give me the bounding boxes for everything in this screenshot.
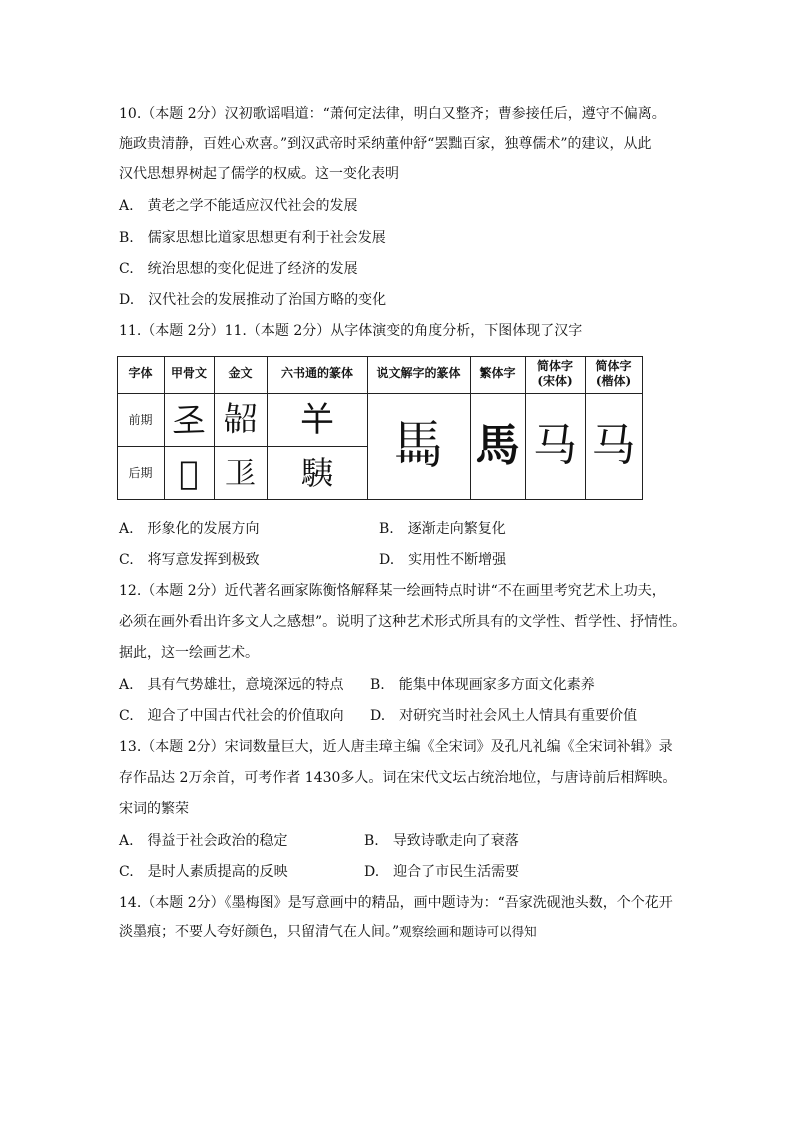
shuowen-glyph: 𩡧 <box>392 416 445 476</box>
q12-stem-line-2: 必须在画外看出许多文人之感想”。说明了这种艺术形式所具有的文学性、哲学性、抒情性。 <box>119 614 687 630</box>
header-simplified-kai: 简体字 (楷体) <box>595 359 632 388</box>
q10-option-d: D. 汉代社会的发展推动了治国方略的变化 <box>119 292 387 308</box>
q11-option-a: A. 形象化的发展方向 <box>119 521 260 537</box>
q11-option-b: B. 逐渐走向繁复化 <box>379 521 506 537</box>
q12-option-b: B. 能集中体现画家多方面文化素养 <box>370 677 595 693</box>
liushutong-glyph-late: 䮊 <box>300 454 333 492</box>
q14-stem-line-2a: 淡墨痕；不要人夸好颜色，只留清气在人间。” <box>119 924 400 940</box>
simplified-kai-glyph: 马 <box>591 420 636 471</box>
simplified-song-glyph: 马 <box>533 420 577 471</box>
liushutong-glyph-early: 𢆉 <box>300 400 334 440</box>
q13-stem-line-2: 存作品达 2万余首，可考作者 1430多人。词在宋代文坛占统治地位，与唐诗前后相辉映。 <box>119 770 677 786</box>
q11-option-c: C. 将写意发挥到极致 <box>119 552 260 568</box>
q12-option-d: D. 对研究当时社会风土人情具有重要价值 <box>370 708 638 724</box>
q10-stem-line-3: 汉代思想界树起了儒学的权威。这一变化表明 <box>119 166 399 182</box>
q10-option-c: C. 统治思想的变化促进了经济的发展 <box>119 261 358 277</box>
header-liushutong-seal: 六书通的篆体 <box>280 366 353 380</box>
q12-option-c: C. 迎合了中国古代社会的价值取向 <box>119 708 344 724</box>
q14-stem-line-2b: 观察绘画和题诗可以得知 <box>399 924 537 939</box>
q12-stem-line-1: 12.（本题 2分）近代著名画家陈衡恪解释某一绘画特点时讲“不在画里考究艺术上功夫， <box>119 583 666 599</box>
row-label-early: 前期 <box>128 413 153 427</box>
q10-stem-line-2: 施政贵清静，百姓心欢喜。”到汉武帝时采纳董仲舒“罢黜百家，独尊儒术”的建议，从此 <box>119 136 652 152</box>
header-shuowen-seal: 说文解字的篆体 <box>376 366 461 380</box>
bronze-glyph-early: 𢑦 <box>223 400 258 440</box>
oracle-bone-glyph-late: 𢍉 <box>179 454 199 492</box>
traditional-glyph: 馬 <box>475 420 520 471</box>
q10-option-b: B. 儒家思想比道家思想更有利于社会发展 <box>119 230 386 246</box>
header-font: 字体 <box>128 366 153 380</box>
header-oracle-bone: 甲骨文 <box>170 366 207 380</box>
q13-option-a: A. 得益于社会政治的稳定 <box>119 833 288 849</box>
q13-option-c: C. 是时人素质提高的反映 <box>119 864 288 880</box>
q13-stem-line-1: 13.（本题 2分）宋词数量巨大，近人唐圭璋主编《全宋词》及孔凡礼编《全宋词补辑》录 <box>119 739 673 755</box>
character-evolution-table <box>117 356 643 500</box>
oracle-bone-glyph-early: 𢀖 <box>172 400 206 440</box>
q11-option-d: D. 实用性不断增强 <box>379 552 507 568</box>
q13-stem-line-3: 宋词的繁荣 <box>119 801 189 817</box>
q10-option-a: A. 黄老之学不能适应汉代社会的发展 <box>119 198 358 214</box>
q12-stem-line-3: 据此，这一绘画艺术。 <box>119 645 259 661</box>
bronze-glyph-late: 𢒄 <box>224 454 257 492</box>
q12-option-a: A. 具有气势雄壮，意境深远的特点 <box>119 677 344 693</box>
row-label-late: 后期 <box>128 466 153 480</box>
q14-stem-line-1: 14.（本题 2分）《墨梅图》是写意画中的精品，画中题诗为：“吾家洗砚池头数，个个花开 <box>119 895 673 911</box>
q13-option-d: D. 迎合了市民生活需要 <box>364 864 520 880</box>
q13-option-b: B. 导致诗歌走向了衰落 <box>364 833 519 849</box>
header-bronze: 金文 <box>228 366 253 380</box>
q14-stem-line-2 <box>119 922 537 942</box>
header-simplified-song: 简体字 (宋体) <box>536 359 573 388</box>
q11-stem: 11.（本题 2分）11.（本题 2分）从字体演变的角度分析，下图体现了汉字 <box>119 323 583 339</box>
q10-stem-line-1: 10.（本题 2分）汉初歌谣唱道：“萧何定法律，明白又整齐；曹参接任后，遵守不偏离。 <box>119 106 666 122</box>
header-traditional: 繁体字 <box>479 366 516 380</box>
